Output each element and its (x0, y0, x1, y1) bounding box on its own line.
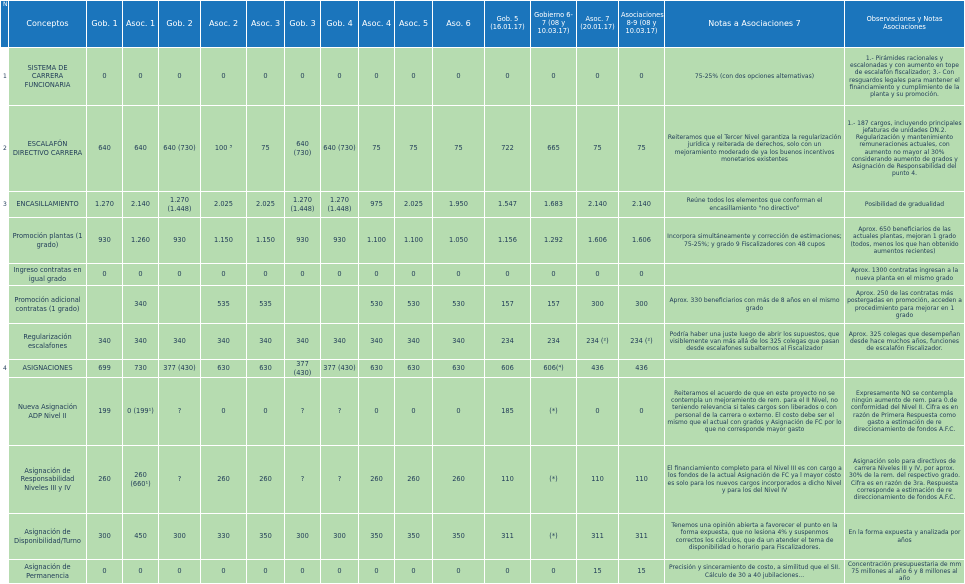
value-cell[interactable]: 530 (433, 286, 485, 324)
row-number: 3 (1, 192, 9, 218)
value-cell[interactable]: 15 (619, 560, 665, 584)
value-cell[interactable]: 0 (531, 264, 577, 286)
value-cell[interactable]: 260 (433, 446, 485, 514)
value-cell[interactable]: 157 (531, 286, 577, 324)
notes-cell[interactable]: Tenemos una opinión abierta a favorecer el punto en la forma expuesta, que no lesiona 4% y suspenmos correctos los cálculos, que da un atender el tema de disponibilidad o horario para Fiscalizadores. (665, 514, 845, 560)
value-cell[interactable]: 630 (395, 360, 433, 378)
value-cell[interactable]: 0 (285, 264, 321, 286)
value-cell[interactable]: 0 (395, 264, 433, 286)
row-number (1, 446, 9, 514)
observations-cell[interactable]: 1.- Pirámides racionales y escalonadas y con aumento en tope de escalafón fiscalizador; 3.- Con resguardos legales para mantener el financiamiento y cumplimiento de la planta y su promoción. (845, 48, 965, 106)
value-cell[interactable]: 2.025 (201, 192, 247, 218)
value-cell[interactable]: 311 (619, 514, 665, 560)
observations-cell[interactable]: Posibilidad de gradualidad (845, 192, 965, 218)
value-cell[interactable]: 665 (531, 106, 577, 192)
value-cell[interactable]: 722 (485, 106, 531, 192)
value-cell[interactable]: 0 (247, 378, 285, 446)
value-cell[interactable]: 1.547 (485, 192, 531, 218)
value-cell[interactable]: 75 (619, 106, 665, 192)
value-cell[interactable]: 0 (87, 560, 123, 584)
value-cell[interactable]: 535 (201, 286, 247, 324)
value-cell[interactable]: 2.140 (123, 192, 159, 218)
value-cell[interactable]: 110 (485, 446, 531, 514)
value-cell[interactable]: 1.950 (433, 192, 485, 218)
value-cell[interactable]: 0 (531, 48, 577, 106)
value-cell[interactable]: 260 (87, 446, 123, 514)
value-cell[interactable]: 699 (87, 360, 123, 378)
observations-cell[interactable]: Aprox. 325 colegas que desempeñan desde hace muchos años, funciones de escalafón Fiscalizador. (845, 324, 965, 360)
value-cell[interactable]: 340 (395, 324, 433, 360)
table-row (1, 264, 965, 286)
value-cell[interactable]: 0 (485, 48, 531, 106)
value-cell[interactable]: 340 (321, 324, 359, 360)
value-cell[interactable]: 630 (247, 360, 285, 378)
observations-cell[interactable]: En la forma expuesta y analizada por años (845, 514, 965, 560)
value-cell[interactable]: 185 (485, 378, 531, 446)
value-cell[interactable]: ? (285, 378, 321, 446)
value-cell[interactable]: 340 (201, 324, 247, 360)
value-cell[interactable]: 0 (619, 264, 665, 286)
table-row (1, 286, 965, 324)
header-asoc-7: Asoc. 7 (20.01.17) (577, 1, 619, 48)
value-cell[interactable]: 340 (433, 324, 485, 360)
header-notas: Notas a Asociaciones 7 (665, 1, 845, 48)
value-cell[interactable] (321, 286, 359, 324)
corner-cell: N (1, 1, 9, 48)
value-cell[interactable]: 2.025 (247, 192, 285, 218)
value-cell[interactable]: 975 (359, 192, 395, 218)
concept-cell[interactable]: Asignación de Disponibilidad/Turno (9, 514, 87, 560)
value-cell[interactable]: 1.100 (359, 218, 395, 264)
value-cell[interactable]: 0 (247, 48, 285, 106)
value-cell[interactable]: 110 (577, 446, 619, 514)
value-cell[interactable]: 436 (577, 360, 619, 378)
value-cell[interactable]: 75 (395, 106, 433, 192)
value-cell[interactable]: 1.260 (123, 218, 159, 264)
row-number (1, 560, 9, 584)
header-asoc-5: Asoc. 5 (395, 1, 433, 48)
header-asoc-1: Asoc. 1 (123, 1, 159, 48)
value-cell[interactable]: 1.683 (531, 192, 577, 218)
value-cell[interactable]: 630 (433, 360, 485, 378)
value-cell[interactable]: 530 (359, 286, 395, 324)
header-gob-5: Gob. 5 (16.01.17) (485, 1, 531, 48)
header-gobierno-6-7: Gobierno 6-7 (08 y 10.03.17) (531, 1, 577, 48)
header-asoc-2: Asoc. 2 (201, 1, 247, 48)
value-cell[interactable]: 0 (433, 378, 485, 446)
row-number (1, 378, 9, 446)
observations-cell[interactable] (845, 360, 965, 378)
value-cell[interactable]: 0 (395, 48, 433, 106)
concept-cell[interactable]: SISTEMA DE CARRERA FUNCIONARIA (9, 48, 87, 106)
value-cell[interactable]: 110 (619, 446, 665, 514)
value-cell[interactable]: 1.270 (1.448) (285, 192, 321, 218)
value-cell[interactable]: 0 (87, 48, 123, 106)
value-cell[interactable]: 0 (201, 378, 247, 446)
value-cell[interactable]: 0 (619, 48, 665, 106)
value-cell[interactable]: 234 (531, 324, 577, 360)
value-cell[interactable]: 340 (123, 324, 159, 360)
value-cell[interactable]: 630 (201, 360, 247, 378)
row-number: 2 (1, 106, 9, 192)
value-cell[interactable]: 340 (359, 324, 395, 360)
concept-cell[interactable]: Promoción adicional contratas (1 grado) (9, 286, 87, 324)
value-cell[interactable]: 75 (359, 106, 395, 192)
value-cell[interactable]: 350 (395, 514, 433, 560)
value-cell[interactable]: 0 (247, 560, 285, 584)
value-cell[interactable]: 340 (159, 324, 201, 360)
value-cell[interactable]: 606 (485, 360, 531, 378)
value-cell[interactable]: 15 (577, 560, 619, 584)
value-cell[interactable]: 2.140 (577, 192, 619, 218)
table-row (1, 560, 965, 584)
concept-cell[interactable]: ENCASILLAMIENTO (9, 192, 87, 218)
table-row (1, 218, 965, 264)
table-row (1, 324, 965, 360)
value-cell[interactable]: 930 (159, 218, 201, 264)
value-cell[interactable]: 0 (201, 560, 247, 584)
value-cell[interactable]: 0 (577, 48, 619, 106)
value-cell[interactable]: 1.050 (433, 218, 485, 264)
value-cell[interactable]: 0 (321, 48, 359, 106)
notes-cell[interactable] (665, 264, 845, 286)
value-cell[interactable]: 0 (619, 378, 665, 446)
notes-cell[interactable] (665, 360, 845, 378)
value-cell[interactable]: 0 (433, 560, 485, 584)
value-cell[interactable]: (*) (531, 378, 577, 446)
value-cell[interactable]: 0 (531, 560, 577, 584)
value-cell[interactable]: 640 (87, 106, 123, 192)
value-cell[interactable]: 0 (359, 48, 395, 106)
value-cell[interactable]: 0 (285, 48, 321, 106)
observations-cell[interactable]: 1.- 187 cargos, incluyendo principales jefaturas de unidades DN.2. Regularización y mantenimiento remuneraciones actuales, con aumento no mayor al 30% considerando aumento de grados y Asignación de Responsabilidad del punto 4. (845, 106, 965, 192)
value-cell[interactable] (159, 286, 201, 324)
value-cell[interactable]: 930 (285, 218, 321, 264)
header-observaciones: Observaciones y Notas Asociaciones (845, 1, 965, 48)
value-cell[interactable]: 1.100 (395, 218, 433, 264)
concept-cell[interactable]: Nueva Asignación ADP Nivel II (9, 378, 87, 446)
table-row (1, 48, 965, 106)
header-row (1, 1, 965, 48)
header-asociaciones-8-9: Asociaciones 8-9 (08 y 10.03.17) (619, 1, 665, 48)
value-cell[interactable]: 350 (359, 514, 395, 560)
value-cell[interactable]: 260 (660¹) (123, 446, 159, 514)
value-cell[interactable]: 157 (485, 286, 531, 324)
value-cell[interactable]: 260 (359, 446, 395, 514)
value-cell[interactable]: 0 (577, 264, 619, 286)
value-cell[interactable]: 100 ³ (201, 106, 247, 192)
value-cell[interactable]: 0 (321, 560, 359, 584)
value-cell[interactable]: 1.270 (87, 192, 123, 218)
value-cell[interactable]: 1.270 (1.448) (159, 192, 201, 218)
value-cell[interactable] (285, 286, 321, 324)
value-cell[interactable]: 311 (577, 514, 619, 560)
header-gob-4: Gob. 4 (321, 1, 359, 48)
header-gob-3: Gob. 3 (285, 1, 321, 48)
value-cell[interactable]: 377 (430) (159, 360, 201, 378)
value-cell[interactable]: 0 (395, 560, 433, 584)
value-cell[interactable]: 0 (201, 264, 247, 286)
header-conceptos: Conceptos (9, 1, 87, 48)
value-cell[interactable]: 340 (247, 324, 285, 360)
value-cell[interactable]: 0 (485, 264, 531, 286)
value-cell[interactable]: 377 (430) (285, 360, 321, 378)
value-cell[interactable]: 0 (359, 378, 395, 446)
notes-cell[interactable]: Precisión y sinceramiento de costo, a similitud que el SII. Cálculo de 30 a 40 jubilaciones... (665, 560, 845, 584)
value-cell[interactable]: 340 (285, 324, 321, 360)
value-cell[interactable]: 0 (485, 560, 531, 584)
value-cell[interactable]: 606(⁴) (531, 360, 577, 378)
value-cell[interactable]: 0 (159, 264, 201, 286)
value-cell[interactable]: 75 (577, 106, 619, 192)
value-cell[interactable]: 0 (285, 560, 321, 584)
notes-cell[interactable]: El financiamiento completo para el Nivel III es con cargo a los fondos de la actual Asignación de FC ya l mayor costo es solo para los nuevos cargos incorporados a dicho Nivel y para los del Nivel IV (665, 446, 845, 514)
value-cell[interactable]: 0 (433, 48, 485, 106)
observations-cell[interactable]: Aprox. 250 de las contratas más postergadas en promoción, acceden a procedimiento para mejorar en 1 grado (845, 286, 965, 324)
value-cell[interactable]: ? (159, 446, 201, 514)
value-cell[interactable]: ? (321, 446, 359, 514)
value-cell[interactable]: 234 (²) (619, 324, 665, 360)
observations-cell[interactable]: Aprox. 650 beneficiarios de las actuales plantas, mejoran 1 grado (todos, menos los que han obtenido aumentos recientes) (845, 218, 965, 264)
notes-cell[interactable]: Reiteramos el acuerdo de que en este proyecto no se contempla un mejoramiento de rem. para el II Nivel, no teniendo relevancia si tales cargos son liberados o con personal de la carrera o externo. El costo debe ser el mismo que el actual con grados y Asignación de FC por lo que no corresponde mayor gasto (665, 378, 845, 446)
value-cell[interactable]: 300 (321, 514, 359, 560)
value-cell[interactable]: 311 (485, 514, 531, 560)
value-cell[interactable]: 1.606 (619, 218, 665, 264)
value-cell[interactable]: 75 (247, 106, 285, 192)
row-number (1, 514, 9, 560)
value-cell[interactable]: (*) (531, 446, 577, 514)
value-cell[interactable]: 0 (199¹) (123, 378, 159, 446)
value-cell[interactable]: 640 (730) (285, 106, 321, 192)
value-cell[interactable]: ? (285, 446, 321, 514)
row-number (1, 324, 9, 360)
concept-cell[interactable]: Asignación de Responsabilidad Niveles III y IV (9, 446, 87, 514)
observations-cell[interactable]: Aprox. 1300 contratas ingresan a la nueva planta en el mismo grado (845, 264, 965, 286)
value-cell[interactable]: 0 (87, 264, 123, 286)
concept-cell[interactable]: ESCALAFÓN DIRECTIVO CARRERA (9, 106, 87, 192)
value-cell[interactable]: 0 (123, 48, 159, 106)
value-cell[interactable]: 640 (730) (321, 106, 359, 192)
notes-cell[interactable]: Aprox. 330 beneficiarios con más de 8 años en el mismo grado (665, 286, 845, 324)
value-cell[interactable]: 0 (577, 378, 619, 446)
value-cell[interactable]: 340 (87, 324, 123, 360)
header-aso-6: Aso. 6 (433, 1, 485, 48)
value-cell[interactable]: 1.150 (201, 218, 247, 264)
table-row (1, 378, 965, 446)
value-cell[interactable]: 0 (395, 378, 433, 446)
value-cell[interactable]: 535 (247, 286, 285, 324)
value-cell[interactable]: 234 (485, 324, 531, 360)
value-cell[interactable]: 0 (159, 48, 201, 106)
value-cell[interactable]: 1.606 (577, 218, 619, 264)
concept-cell[interactable]: Promoción plantas (1 grado) (9, 218, 87, 264)
value-cell[interactable]: 300 (285, 514, 321, 560)
value-cell[interactable]: 450 (123, 514, 159, 560)
value-cell[interactable]: 1.150 (247, 218, 285, 264)
value-cell[interactable]: 234 (²) (577, 324, 619, 360)
value-cell[interactable]: 1.156 (485, 218, 531, 264)
table-row (1, 514, 965, 560)
value-cell[interactable]: 0 (359, 264, 395, 286)
value-cell[interactable]: 199 (87, 378, 123, 446)
value-cell[interactable]: 930 (87, 218, 123, 264)
value-cell[interactable]: 0 (123, 264, 159, 286)
table-row (1, 360, 965, 378)
value-cell[interactable]: 630 (359, 360, 395, 378)
value-cell[interactable]: 930 (321, 218, 359, 264)
value-cell[interactable]: (*) (531, 514, 577, 560)
value-cell[interactable]: 330 (201, 514, 247, 560)
notes-cell[interactable]: Podría haber una juste luego de abrir los supuestos, que visiblemente van más allá de los 325 colegas que pasan desde escalafones subalternos al Fiscalizador (665, 324, 845, 360)
observations-cell[interactable]: Concentración presupuestaria de mm 75 millones al año 6 y 8 millones al año (845, 560, 965, 584)
concept-cell[interactable]: Ingreso contratas en igual grado (9, 264, 87, 286)
value-cell[interactable]: 0 (433, 264, 485, 286)
value-cell[interactable]: 0 (159, 560, 201, 584)
value-cell[interactable]: 530 (395, 286, 433, 324)
concept-cell[interactable]: Asignación de Permanencia (9, 560, 87, 584)
value-cell[interactable]: 1.270 (1.448) (321, 192, 359, 218)
header-gob-1: Gob. 1 (87, 1, 123, 48)
value-cell[interactable]: 300 (577, 286, 619, 324)
value-cell[interactable]: 2.140 (619, 192, 665, 218)
notes-cell[interactable]: Reiteramos que el Tercer Nivel garantiza la regularización jurídica y reiterada de derechos, solo con un mejoramiento moderado de ya los buenos incentivos monetarios existentes (665, 106, 845, 192)
value-cell[interactable]: 350 (433, 514, 485, 560)
value-cell[interactable]: 0 (123, 560, 159, 584)
concept-cell[interactable]: Regularización escalafones (9, 324, 87, 360)
value-cell[interactable]: 1.292 (531, 218, 577, 264)
observations-cell[interactable]: Asignación solo para directivos de carrera Niveles III y IV, por aprox. 30% de la rem. del respectivo grado. Cifra es en razón de 3ra. Respuesta corresponde a estimación de re direccionamiento de fondos A.F.C. (845, 446, 965, 514)
value-cell[interactable]: ? (321, 378, 359, 446)
value-cell[interactable]: 300 (87, 514, 123, 560)
value-cell[interactable]: 350 (247, 514, 285, 560)
value-cell[interactable]: 0 (359, 560, 395, 584)
value-cell[interactable]: 260 (201, 446, 247, 514)
value-cell[interactable]: 0 (201, 48, 247, 106)
row-number (1, 264, 9, 286)
header-gob-2: Gob. 2 (159, 1, 201, 48)
value-cell[interactable]: 640 (730) (159, 106, 201, 192)
notes-cell[interactable]: 75-25% (con dos opciones alternativas) (665, 48, 845, 106)
value-cell[interactable]: 75 (433, 106, 485, 192)
notes-cell[interactable]: Incorpora simultáneamente y corrección de estimaciones; 75-25%; y grado 9 Fiscalizadores con 48 cupos (665, 218, 845, 264)
value-cell[interactable] (87, 286, 123, 324)
value-cell[interactable]: 640 (123, 106, 159, 192)
table-row (1, 446, 965, 514)
value-cell[interactable]: 377 (430) (321, 360, 359, 378)
header-asoc-3: Asoc. 3 (247, 1, 285, 48)
value-cell[interactable]: 0 (247, 264, 285, 286)
value-cell[interactable]: 436 (619, 360, 665, 378)
row-number: 4 (1, 360, 9, 378)
row-number (1, 218, 9, 264)
observations-cell[interactable]: Expresamente NO se contempla ningún aumento de rem. para 0.de conformidad del Nivel II. Cifra es en razón de Primera Respuesta como gasto a estimación de re direccionamiento de fondos A.F.C. (845, 378, 965, 446)
notes-cell[interactable]: Reúne todos los elementos que conforman el encasillamiento "no directivo" (665, 192, 845, 218)
value-cell[interactable]: 300 (619, 286, 665, 324)
value-cell[interactable]: 340 (123, 286, 159, 324)
value-cell[interactable]: ? (159, 378, 201, 446)
header-asoc-4: Asoc. 4 (359, 1, 395, 48)
row-number (1, 286, 9, 324)
table-row (1, 192, 965, 218)
value-cell[interactable]: 260 (395, 446, 433, 514)
value-cell[interactable]: 0 (321, 264, 359, 286)
value-cell[interactable]: 2.025 (395, 192, 433, 218)
table-row (1, 106, 965, 192)
value-cell[interactable]: 300 (159, 514, 201, 560)
row-number: 1 (1, 48, 9, 106)
value-cell[interactable]: 260 (247, 446, 285, 514)
value-cell[interactable]: 730 (123, 360, 159, 378)
concept-cell[interactable]: ASIGNACIONES (9, 360, 87, 378)
